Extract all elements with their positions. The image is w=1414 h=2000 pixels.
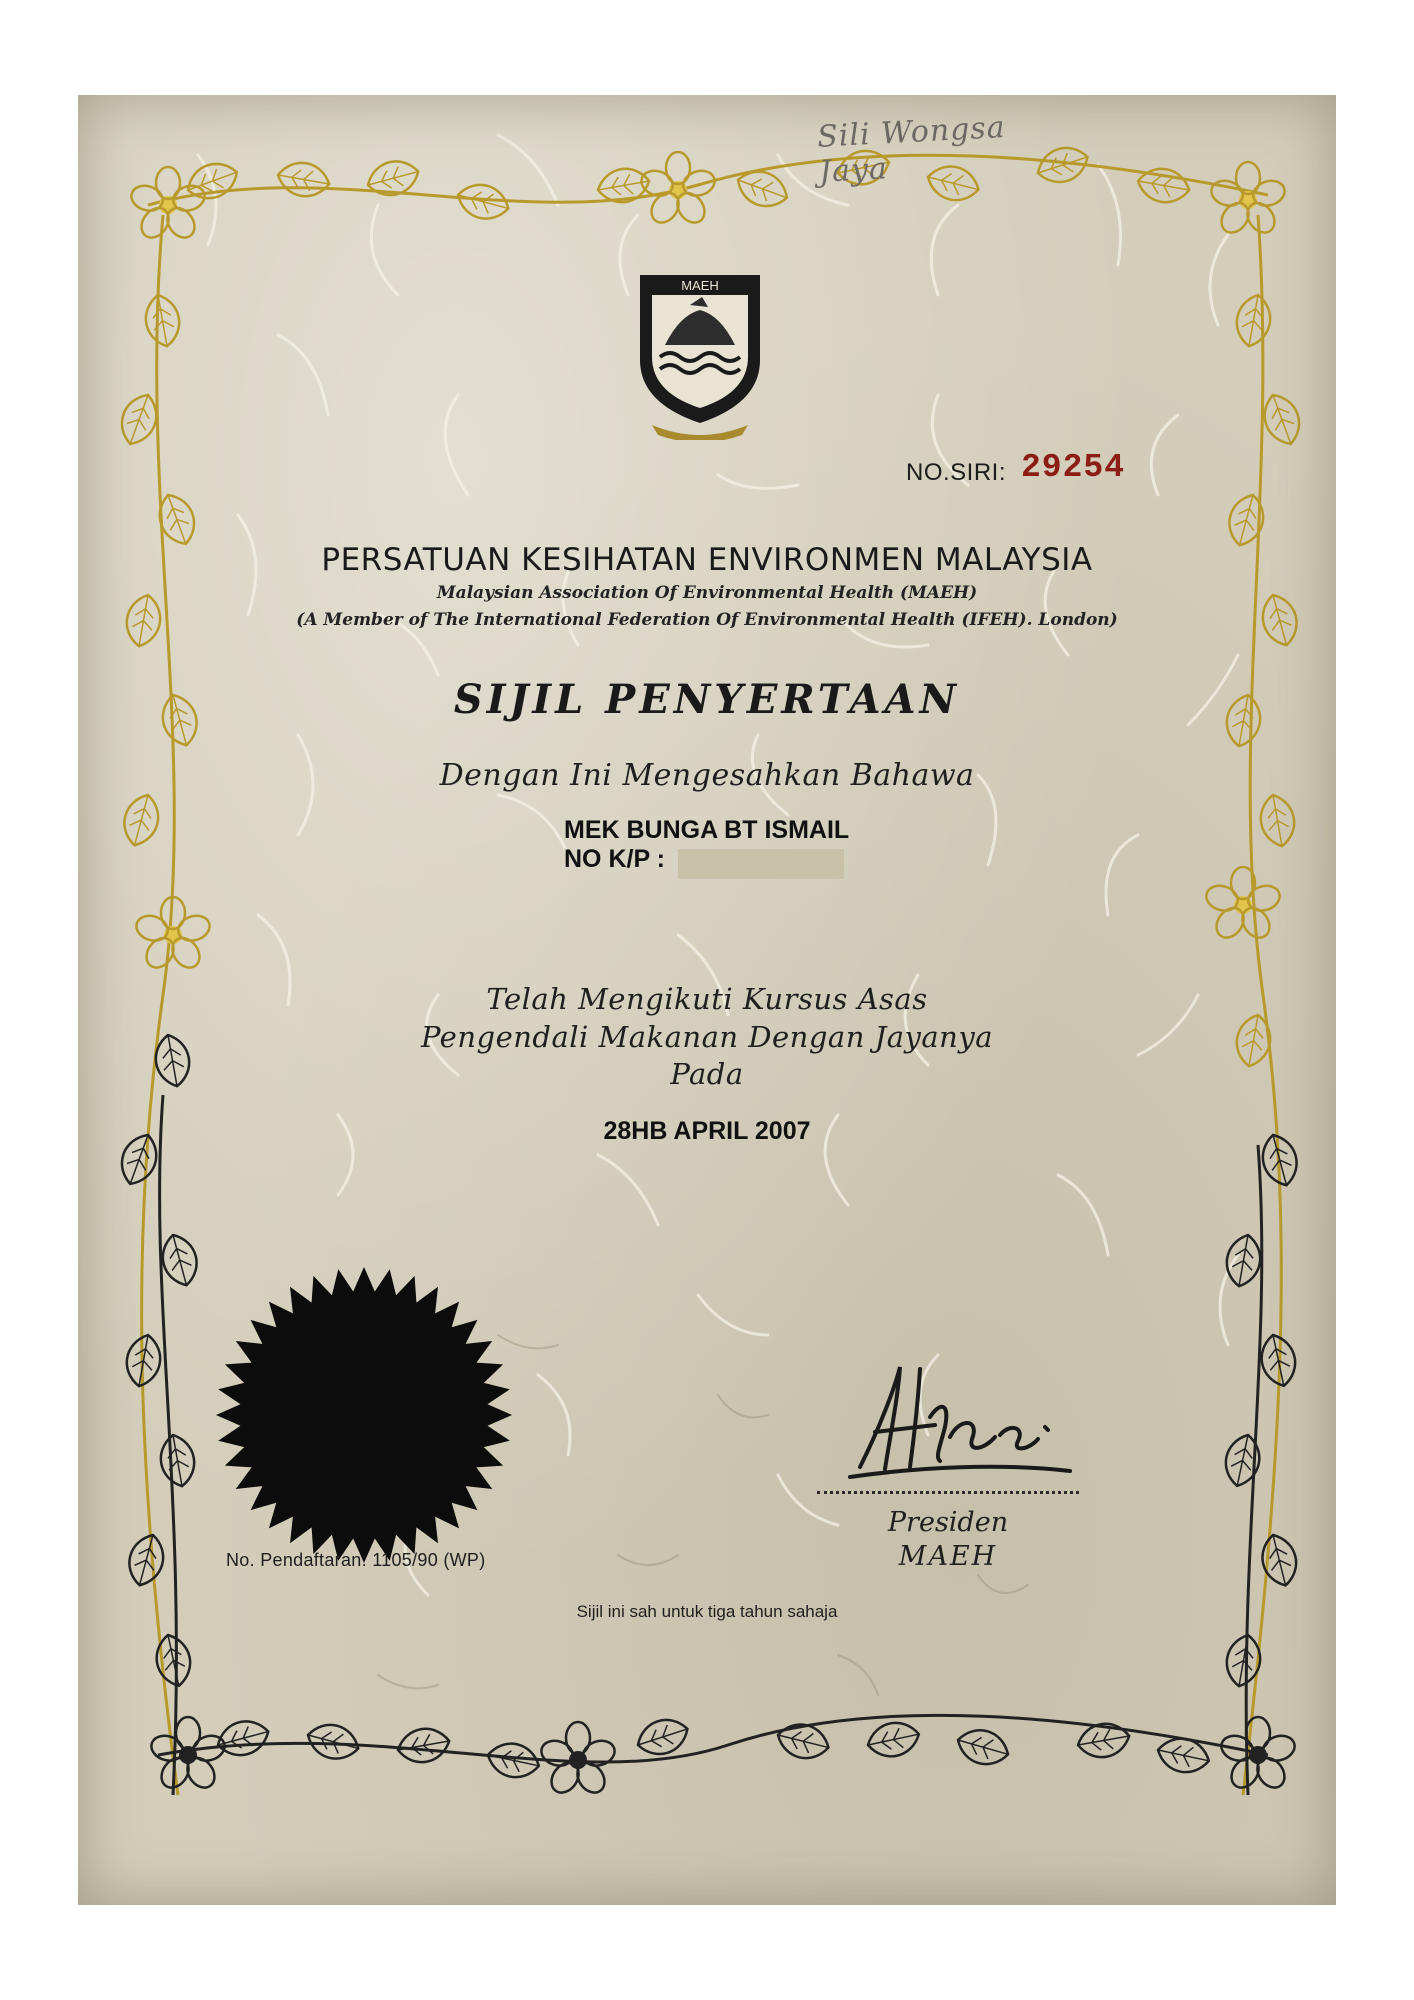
course-line-3: Pada <box>670 1057 744 1091</box>
registration-number: No. Pendaftaran: 1105/90 (WP) <box>226 1550 486 1570</box>
certificate-paper <box>78 95 1336 1905</box>
certificate-title: SIJIL PENYERTAAN <box>453 676 961 723</box>
organization-membership: (A Member of The International Federation Of Environmental Health (IFEH). London) <box>296 610 1118 630</box>
president-signature <box>840 1357 1080 1487</box>
signatory-organization: MAEH <box>898 1541 998 1572</box>
course-line-1: Telah Mengikuti Kursus Asas <box>486 982 928 1016</box>
holder-name: MEK BUNGA BT ISMAIL <box>564 816 850 844</box>
validity-note: Sijil ini sah untuk tiga tahun sahaja <box>576 1602 838 1621</box>
organization-name-malay: PERSATUAN KESIHATAN ENVIRONMEN MALAYSIA <box>321 542 1093 578</box>
organization-name-english: Malaysian Association Of Environmental Health (MAEH) <box>436 583 978 603</box>
certificate-scan <box>78 95 1336 1905</box>
certify-line: Dengan Ini Mengesahkan Bahawa <box>439 758 975 793</box>
handwritten-note: Sili Wongsa Jaya <box>816 109 1007 190</box>
serial-number: 29254 <box>1021 449 1126 486</box>
starburst-seal-icon <box>214 1265 514 1565</box>
crest-lettering: MAEH <box>681 278 719 293</box>
ic-number-redaction <box>678 849 844 879</box>
course-date: 28HB APRIL 2007 <box>603 1117 811 1145</box>
signature-line <box>817 1491 1079 1494</box>
course-line-2: Pengendali Makanan Dengan Jayanya <box>420 1020 994 1054</box>
signatory-title: Presiden <box>887 1507 1009 1538</box>
ic-number-label: NO K/P : <box>564 845 665 873</box>
serial-label: NO.SIRI: <box>906 459 1007 486</box>
maeh-crest-icon <box>630 265 770 440</box>
